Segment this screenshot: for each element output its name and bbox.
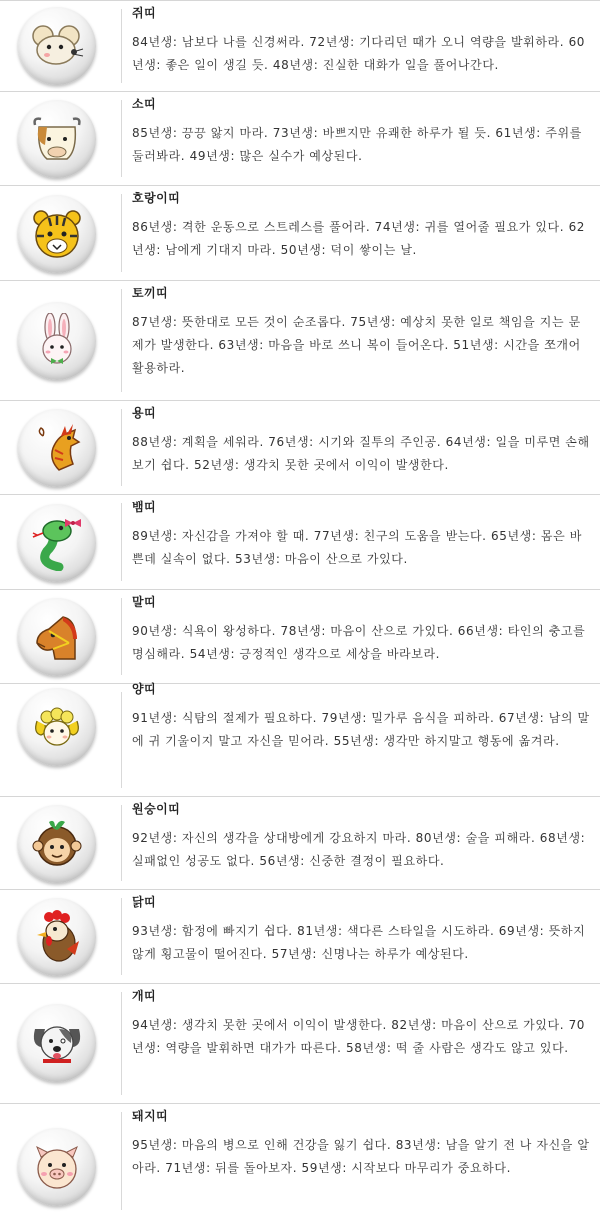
zodiac-row-ox: [0, 92, 600, 186]
dragon-icon: [18, 409, 96, 487]
zodiac-row-rabbit: [0, 281, 600, 401]
zodiac-row-horse: [0, 590, 600, 684]
zodiac-name: 말띠: [132, 595, 157, 609]
zodiac-name: 양띠: [132, 682, 157, 696]
horse-icon: [18, 598, 96, 676]
zodiac-row-dog: [0, 984, 600, 1104]
zodiac-fortune-text: 87년생: 뜻한대로 모든 것이 순조롭다. 75년생: 예상치 못한 일로 책임을 지는 문제가 발생한다. 63년생: 마음을 바로 쓰니 복이 들어온다. 51년생: 시간을 쪼개어 활용하라.: [132, 315, 581, 375]
zodiac-name: 토끼띠: [132, 286, 169, 300]
zodiac-row-dragon: [0, 401, 600, 495]
zodiac-name: 돼지띠: [132, 1109, 169, 1123]
zodiac-fortune-text: 92년생: 자신의 생각을 상대방에게 강요하지 마라. 80년생: 술을 피해라. 68년생: 실패없인 성공도 없다. 56년생: 신중한 결정이 필요하다.: [132, 831, 586, 868]
zodiac-name: 쥐띠: [132, 6, 157, 20]
zodiac-fortune-text: 85년생: 끙끙 앓지 마라. 73년생: 바쁘지만 유쾌한 하루가 될 듯. 61년생: 주위를 둘러봐라. 49년생: 많은 실수가 예상된다.: [132, 126, 582, 163]
rooster-icon: [18, 898, 96, 976]
zodiac-fortune-text: 91년생: 식탐의 절제가 필요하다. 79년생: 밀가루 음식을 피하라. 67년생: 남의 말에 귀 기울이지 말고 자신을 믿어라. 55년생: 생각만 하지말고 행동에 옮겨라.: [132, 711, 590, 748]
pig-icon: [18, 1128, 96, 1206]
dog-icon: [18, 1004, 96, 1082]
zodiac-fortune-text: 89년생: 자신감을 가져야 할 때. 77년생: 친구의 도움을 받는다. 65년생: 몸은 바쁜데 실속이 없다. 53년생: 마음이 산으로 가있다.: [132, 529, 582, 566]
zodiac-name: 뱀띠: [132, 500, 157, 514]
zodiac-fortune-text: 93년생: 함정에 빠지기 쉽다. 81년생: 색다른 스타일을 시도하라. 69년생: 뜻하지 않게 횡고물이 떨어진다. 57년생: 신명나는 하루가 예상된다.: [132, 924, 586, 961]
zodiac-row-tiger: [0, 186, 600, 281]
zodiac-row-sheep: [0, 684, 600, 797]
zodiac-name: 닭띠: [132, 895, 157, 909]
zodiac-fortune-text: 95년생: 마음의 병으로 인해 건강을 잃기 쉽다. 83년생: 남을 알기 전 나 자신을 알아라. 71년생: 뒤를 돌아보자. 59년생: 시작보다 마무리가 중요하다.: [132, 1138, 590, 1175]
zodiac-row-snake: [0, 495, 600, 590]
zodiac-fortune-text: 94년생: 생각치 못한 곳에서 이익이 발생한다. 82년생: 마음이 산으로 가있다. 70년생: 역량을 발휘하면 대가가 따른다. 58년생: 떡 줄 사람은 생각도 않고 있다.: [132, 1018, 586, 1055]
monkey-icon: [18, 805, 96, 883]
ox-icon: [18, 100, 96, 178]
zodiac-row-pig: [0, 1104, 600, 1218]
zodiac-row-rooster: [0, 890, 600, 984]
zodiac-fortune-text: 86년생: 격한 운동으로 스트레스를 풀어라. 74년생: 귀를 열어줄 필요가 있다. 62년생: 남에게 기대지 마라. 50년생: 덕이 쌓이는 날.: [132, 220, 586, 257]
zodiac-fortune-text: 88년생: 계획을 세워라. 76년생: 시기와 질투의 주인공. 64년생: 일을 미루면 손해보기 쉽다. 52년생: 생각치 못한 곳에서 이익이 발생한다.: [132, 435, 590, 472]
zodiac-row-rat: [0, 0, 600, 92]
tiger-icon: [18, 195, 96, 273]
zodiac-name: 원숭이띠: [132, 802, 181, 816]
sheep-icon: [18, 688, 96, 766]
rabbit-icon: [18, 302, 96, 380]
zodiac-name: 호랑이띠: [132, 191, 181, 205]
zodiac-fortune-text: 90년생: 식욕이 왕성하다. 78년생: 마음이 산으로 가있다. 66년생: 타인의 충고를 명심해라. 54년생: 긍정적인 생각으로 세상을 바라보라.: [132, 624, 586, 661]
zodiac-fortune-text: 84년생: 남보다 나를 신경써라. 72년생: 기다리던 때가 오니 역량을 발휘하라. 60년생: 좋은 일이 생길 듯. 48년생: 진실한 대화가 일을 풀어나간다.: [132, 35, 586, 72]
rat-icon: [18, 7, 96, 85]
zodiac-name: 용띠: [132, 406, 157, 420]
zodiac-row-monkey: [0, 797, 600, 890]
snake-icon: [18, 504, 96, 582]
zodiac-name: 개띠: [132, 989, 157, 1003]
zodiac-name: 소띠: [132, 97, 157, 111]
